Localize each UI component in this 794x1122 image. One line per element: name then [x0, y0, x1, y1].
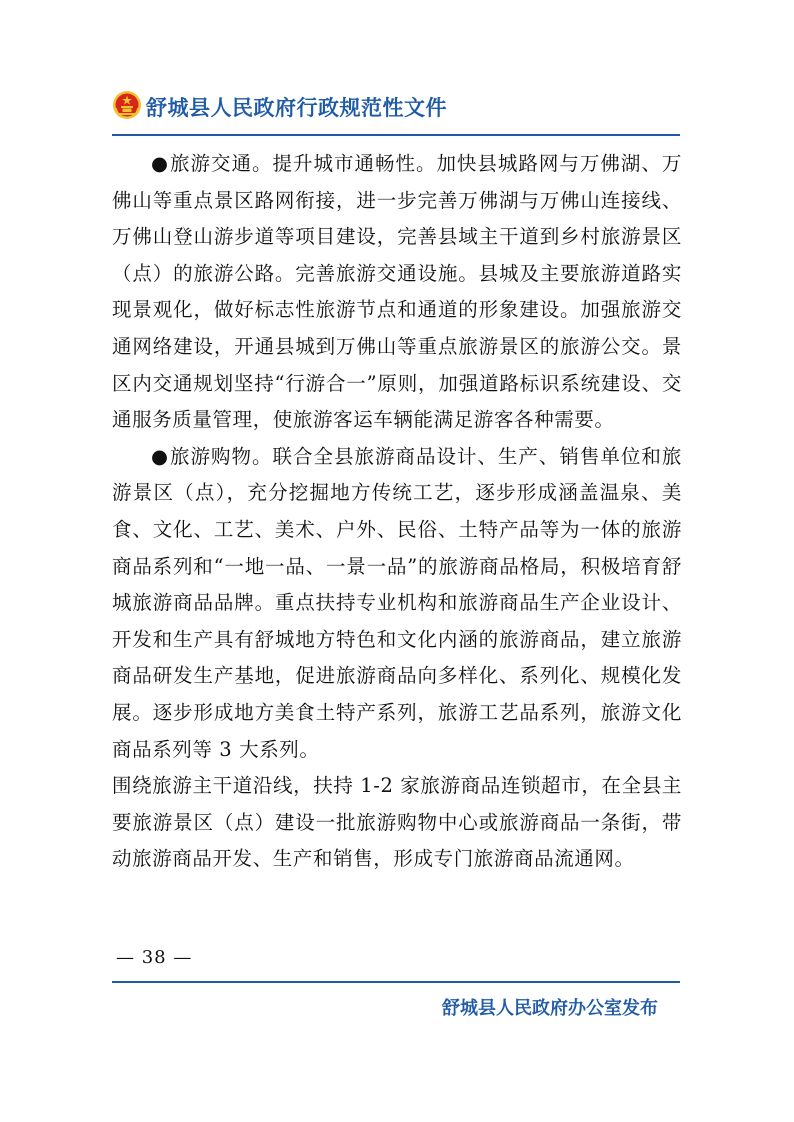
document-header	[112, 86, 680, 126]
footer-publisher: 舒城县人民政府办公室发布	[442, 998, 658, 1019]
paragraph-tourism-transport	[112, 146, 682, 439]
paragraph-text: 旅游购物。联合全县旅游商品设计、生产、销售单位和旅游景区（点），充分挖掘地方传统工艺，逐步形成涵盖温泉、美食、文化、工艺、美术、户外、民俗、土特产品等为一体的旅游商品系列和“一地一品、一景一品”的旅游商品格局，积极培育舒城旅游商品品牌。重点扶持专业机构和旅游商品生产企业设计、开发和生产具有舒城地方特色和文化内涵的旅游商品，建立旅游商品研发生产基地，促进旅游商品向多样化、系列化、规模化发展。逐步形成地方美食土特产系列，旅游工艺品系列，旅游文化商品系列等 3 大系列。	[112, 444, 682, 761]
paragraph-text: 围绕旅游主干道沿线，扶持 1-2 家旅游商品连锁超市，在全县主要旅游景区（点）建设一批旅游购物中心或旅游商品一条街，带动旅游商品开发、生产和销售，形成专门旅游商品流通网。	[112, 774, 682, 871]
header-divider	[112, 134, 680, 136]
document-body	[112, 146, 682, 878]
bullet-icon: ●	[151, 152, 170, 175]
paragraph-tourism-shopping	[112, 439, 682, 768]
page-number: — 38 —	[116, 947, 193, 968]
paragraph-text: 旅游交通。提升城市通畅性。加快县城路网与万佛湖、万佛山等重点景区路网衔接，进一步完善万佛湖与万佛山连接线、万佛山登山游步道等项目建设，完善县域主干道到乡村旅游景区（点）的旅游公路。完善旅游交通设施。县城及主要旅游道路实现景观化，做好标志性旅游节点和通道的形象建设。加强旅游交通网络建设，开通县城到万佛山等重点旅游景区的旅游公交。景区内交通规划坚持“行游合一”原则，加强道路标识系统建设、交通服务质量管理，使旅游客运车辆能满足游客各种需要。	[112, 152, 682, 432]
footer-divider	[112, 981, 680, 983]
bullet-icon: ●	[151, 444, 170, 468]
header-title: 舒城县人民政府行政规范性文件	[146, 96, 447, 120]
national-emblem-icon	[112, 90, 142, 120]
paragraph-shopping-network	[112, 768, 682, 878]
